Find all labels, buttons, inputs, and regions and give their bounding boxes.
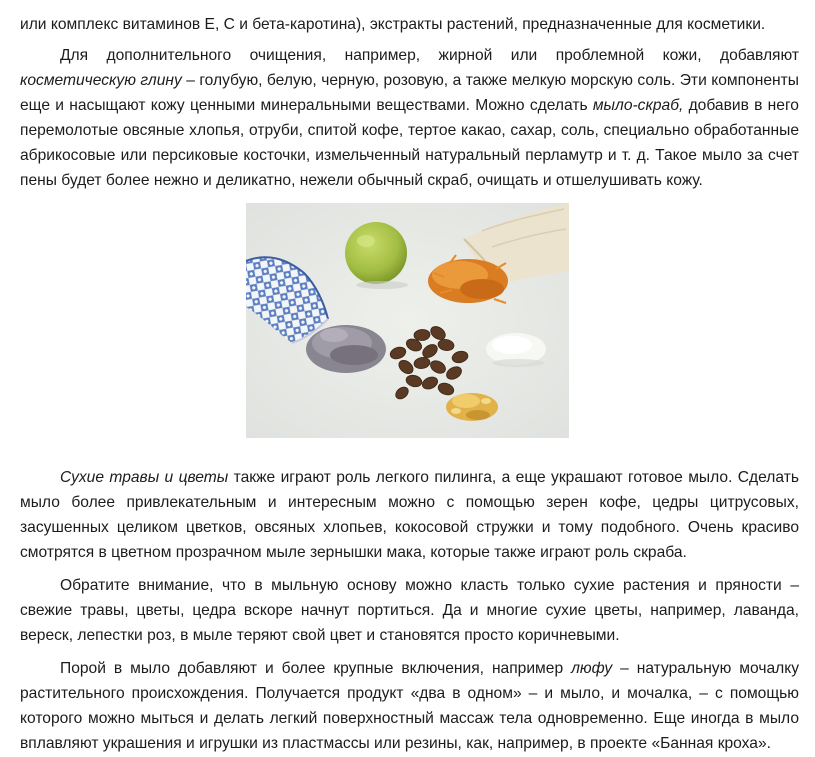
sea-salt — [486, 333, 546, 367]
paragraph-2: Сухие травы и цветы также играют роль легкого пилинга, а еще украшают готовое мыло. Сделать мыло более привлекательным и интересным можно с помощью зерен кофе, цедры цитрусовых, засушенных целиком цветков, овсяных хлопьев, кокосовой стружки и тому подобного. Очень красиво смотрятся в цветном прозрачном мыле зернышки мака, которые также играют роль скраба. — [20, 469, 799, 561]
paragraph-0: или комплекс витаминов Е, С и бета-каротина), экстракты растений, предназначенные для косметики. — [20, 16, 766, 33]
emphasis-term: Сухие травы и цветы — [60, 469, 229, 486]
emphasis-term: люфу — [571, 660, 613, 677]
photo-ingredients — [246, 203, 569, 438]
paragraph-4: Порой в мыло добавляют и более крупные включения, например люфу – натуральную мочалку растительного происхождения. Получается продукт «два в одном» – и мыло, и мочалка, – с помощью которого можно мыться и делать легкий поверхностный массаж тела одновременно. Еще иногда в мыло вплавляют украшения и игрушки из пластмассы или резины, как, например, в проекте «Банная кроха». — [20, 660, 800, 752]
emphasis-term: мыло-скраб, — [592, 97, 684, 114]
paragraph-3: Обратите внимание, что в мыльную основу можно класть только сухие растения и пряности – свежие травы, цветы, цедра вскоре начнут портиться. Да и многие сухие цветы, например, лаванда, вереск, лепестки роз, в мыле теряют свой цвет и становятся просто коричневыми. — [20, 577, 799, 644]
emphasis-term: косметическую глину — [20, 72, 182, 89]
apricot-pits — [446, 393, 498, 421]
document-page — [20, 12, 799, 756]
lavender-pile — [306, 325, 386, 373]
paragraph-1: Для дополнительного очищения, например, жирной или проблемной кожи, добавляют косметическую глину – голубую, белую, черную, розовую, а также мелкую морскую соль. Эти компоненты еще и насыщают кожу ценными минеральными веществами. Можно сделать мыло-скраб, добавив в него перемолотые овсяные хлопья, отруби, спитой кофе, тертое какао, сахар, соль, специально обработанные абрикосовые или персиковые косточки, измельченный натуральный перламутр и т. д. Такое мыло за счет пены будет более нежно и деликатно, нежели обычный скраб, очищать и отшелушивать кожу. — [20, 47, 799, 189]
